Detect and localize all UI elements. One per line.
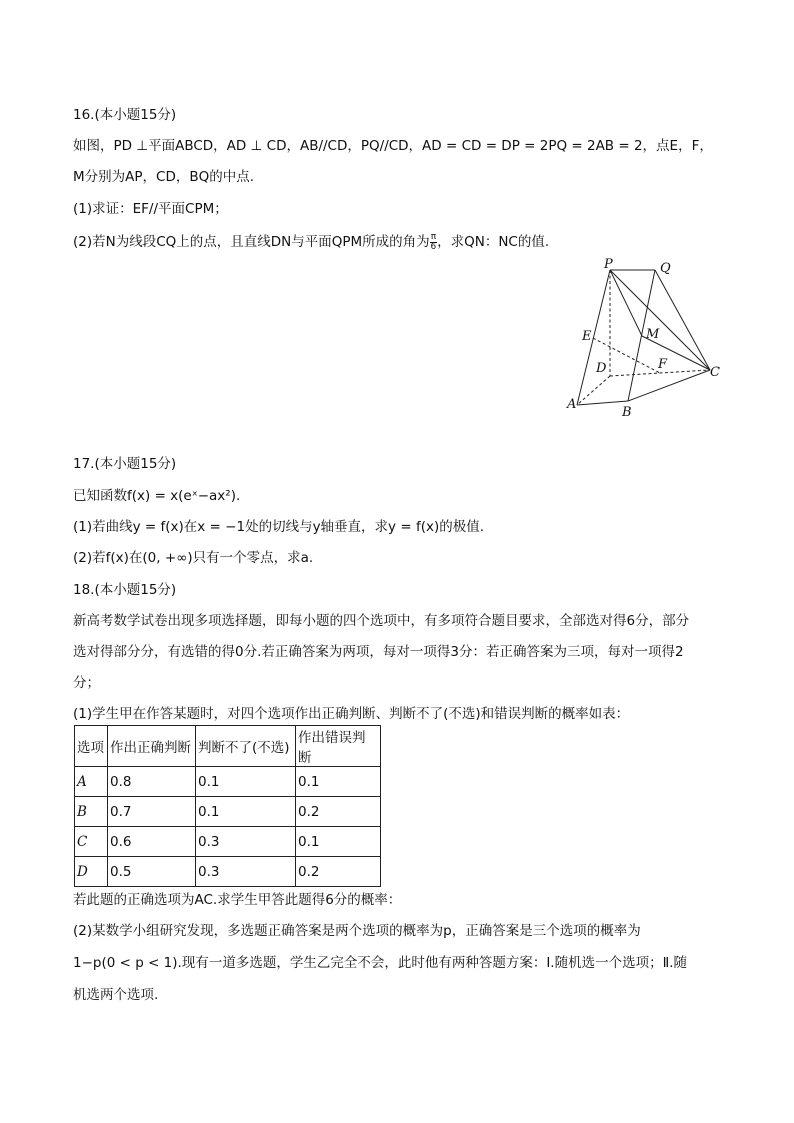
table-cell: 0.5 [108, 857, 196, 887]
table-row [75, 767, 381, 797]
q16-fraction-denominator: 6 [430, 241, 437, 252]
table-cell-option: D [75, 857, 108, 887]
edge-AB [577, 401, 628, 405]
label-B: B [622, 405, 632, 420]
q18-part1: (1)学生甲在作答某题时，对四个选项作出正确判断、判断不了(不选)和错误判断的概率如表： [73, 706, 630, 722]
label-A: A [567, 397, 577, 412]
q18-part2-line2: 1−p(0 < p < 1).现有一道多选题，学生乙完全不会，此时他有两种答题方案：Ⅰ.随机选一个选项；Ⅱ.随 [73, 955, 688, 971]
q17-heading: 17.(本小题15分) [73, 456, 177, 472]
q16-fraction-numerator: π [430, 231, 437, 242]
q18-heading: 18.(本小题15分) [73, 582, 177, 598]
edge-QC [655, 270, 710, 370]
q18-part2-line1: (2)某数学小组研究发现，多选题正确答案是两个选项的概率为p，正确答案是三个选项的概率为 [73, 923, 641, 939]
table-cell: 0.1 [296, 827, 381, 857]
label-P: P [604, 258, 613, 272]
table-header-cell: 作出错误判断 [296, 726, 381, 767]
edge-DA-hidden [577, 376, 610, 405]
label-D: D [596, 361, 607, 376]
table-header-row [75, 726, 381, 767]
table-header-cell: 判断不了(不选) [196, 726, 296, 767]
q18-para-line1: 新高考数学试卷出现多项选择题，即每小题的四个选项中，有多项符合题目要求，全部选对得6分，部分 [73, 613, 690, 629]
pyramid-figure [560, 258, 730, 423]
q16-part2 [73, 230, 549, 252]
label-F: F [658, 357, 668, 372]
q16-part2-text-a: (2)若N为线段CQ上的点，且直线DN与平面QPM所成的角为 [73, 234, 430, 250]
table-row [75, 857, 381, 887]
q16-part1: (1)求证：EF//平面CPM； [73, 201, 228, 217]
q16-angle-fraction [430, 233, 437, 252]
probability-table [74, 725, 381, 887]
q17-part2: (2)若f(x)在(0, +∞)只有一个零点，求a. [73, 550, 314, 566]
q16-stem-line2: M分别为AP，CD，BQ的中点. [73, 169, 255, 185]
label-C: C [710, 365, 720, 380]
table-header-cell: 选项 [75, 726, 108, 767]
label-E: E [582, 329, 592, 344]
edge-PC [610, 270, 710, 370]
label-Q: Q [660, 261, 671, 276]
table-cell: 0.8 [108, 767, 196, 797]
table-cell-option: C [75, 827, 108, 857]
table-cell-option: A [75, 767, 108, 797]
q18-part1-question: 若此题的正确选项为AC.求学生甲答此题得6分的概率： [73, 892, 402, 908]
q18-para-line2: 选对得部分分，有选错的得0分.若正确答案为两项，每对一项得3分：若正确答案为三项，每对一项得2 [73, 644, 684, 660]
table-cell: 0.6 [108, 827, 196, 857]
table-cell: 0.7 [108, 797, 196, 827]
table-cell: 0.3 [196, 827, 296, 857]
table-cell: 0.2 [296, 857, 381, 887]
edge-PM [610, 270, 642, 336]
table-cell: 0.1 [196, 797, 296, 827]
q16-heading: 16.(本小题15分) [73, 107, 177, 123]
table-row [75, 827, 381, 857]
table-cell: 0.1 [296, 767, 381, 797]
label-M: M [646, 327, 660, 342]
q18-part2-line3: 机选两个选项. [73, 987, 159, 1003]
table-cell-option: B [75, 797, 108, 827]
table-cell: 0.1 [196, 767, 296, 797]
q16-part2-text-b: ，求QN：NC的值. [437, 234, 550, 250]
table-header-cell: 作出正确判断 [108, 726, 196, 767]
table-cell: 0.2 [296, 797, 381, 827]
q16-stem-line1: 如图，PD ⊥平面ABCD，AD ⊥ CD，AB//CD，PQ//CD，AD = CD = DP = 2PQ = 2AB = 2，点E，F， [73, 138, 713, 154]
q17-stem: 已知函数f(x) = x(eˣ−ax²). [73, 488, 241, 504]
table-cell: 0.3 [196, 857, 296, 887]
q18-para-line3: 分； [73, 675, 100, 691]
q17-part1: (1)若曲线y = f(x)在x = −1处的切线与y轴垂直，求y = f(x)的极值. [73, 519, 485, 535]
table-row [75, 797, 381, 827]
